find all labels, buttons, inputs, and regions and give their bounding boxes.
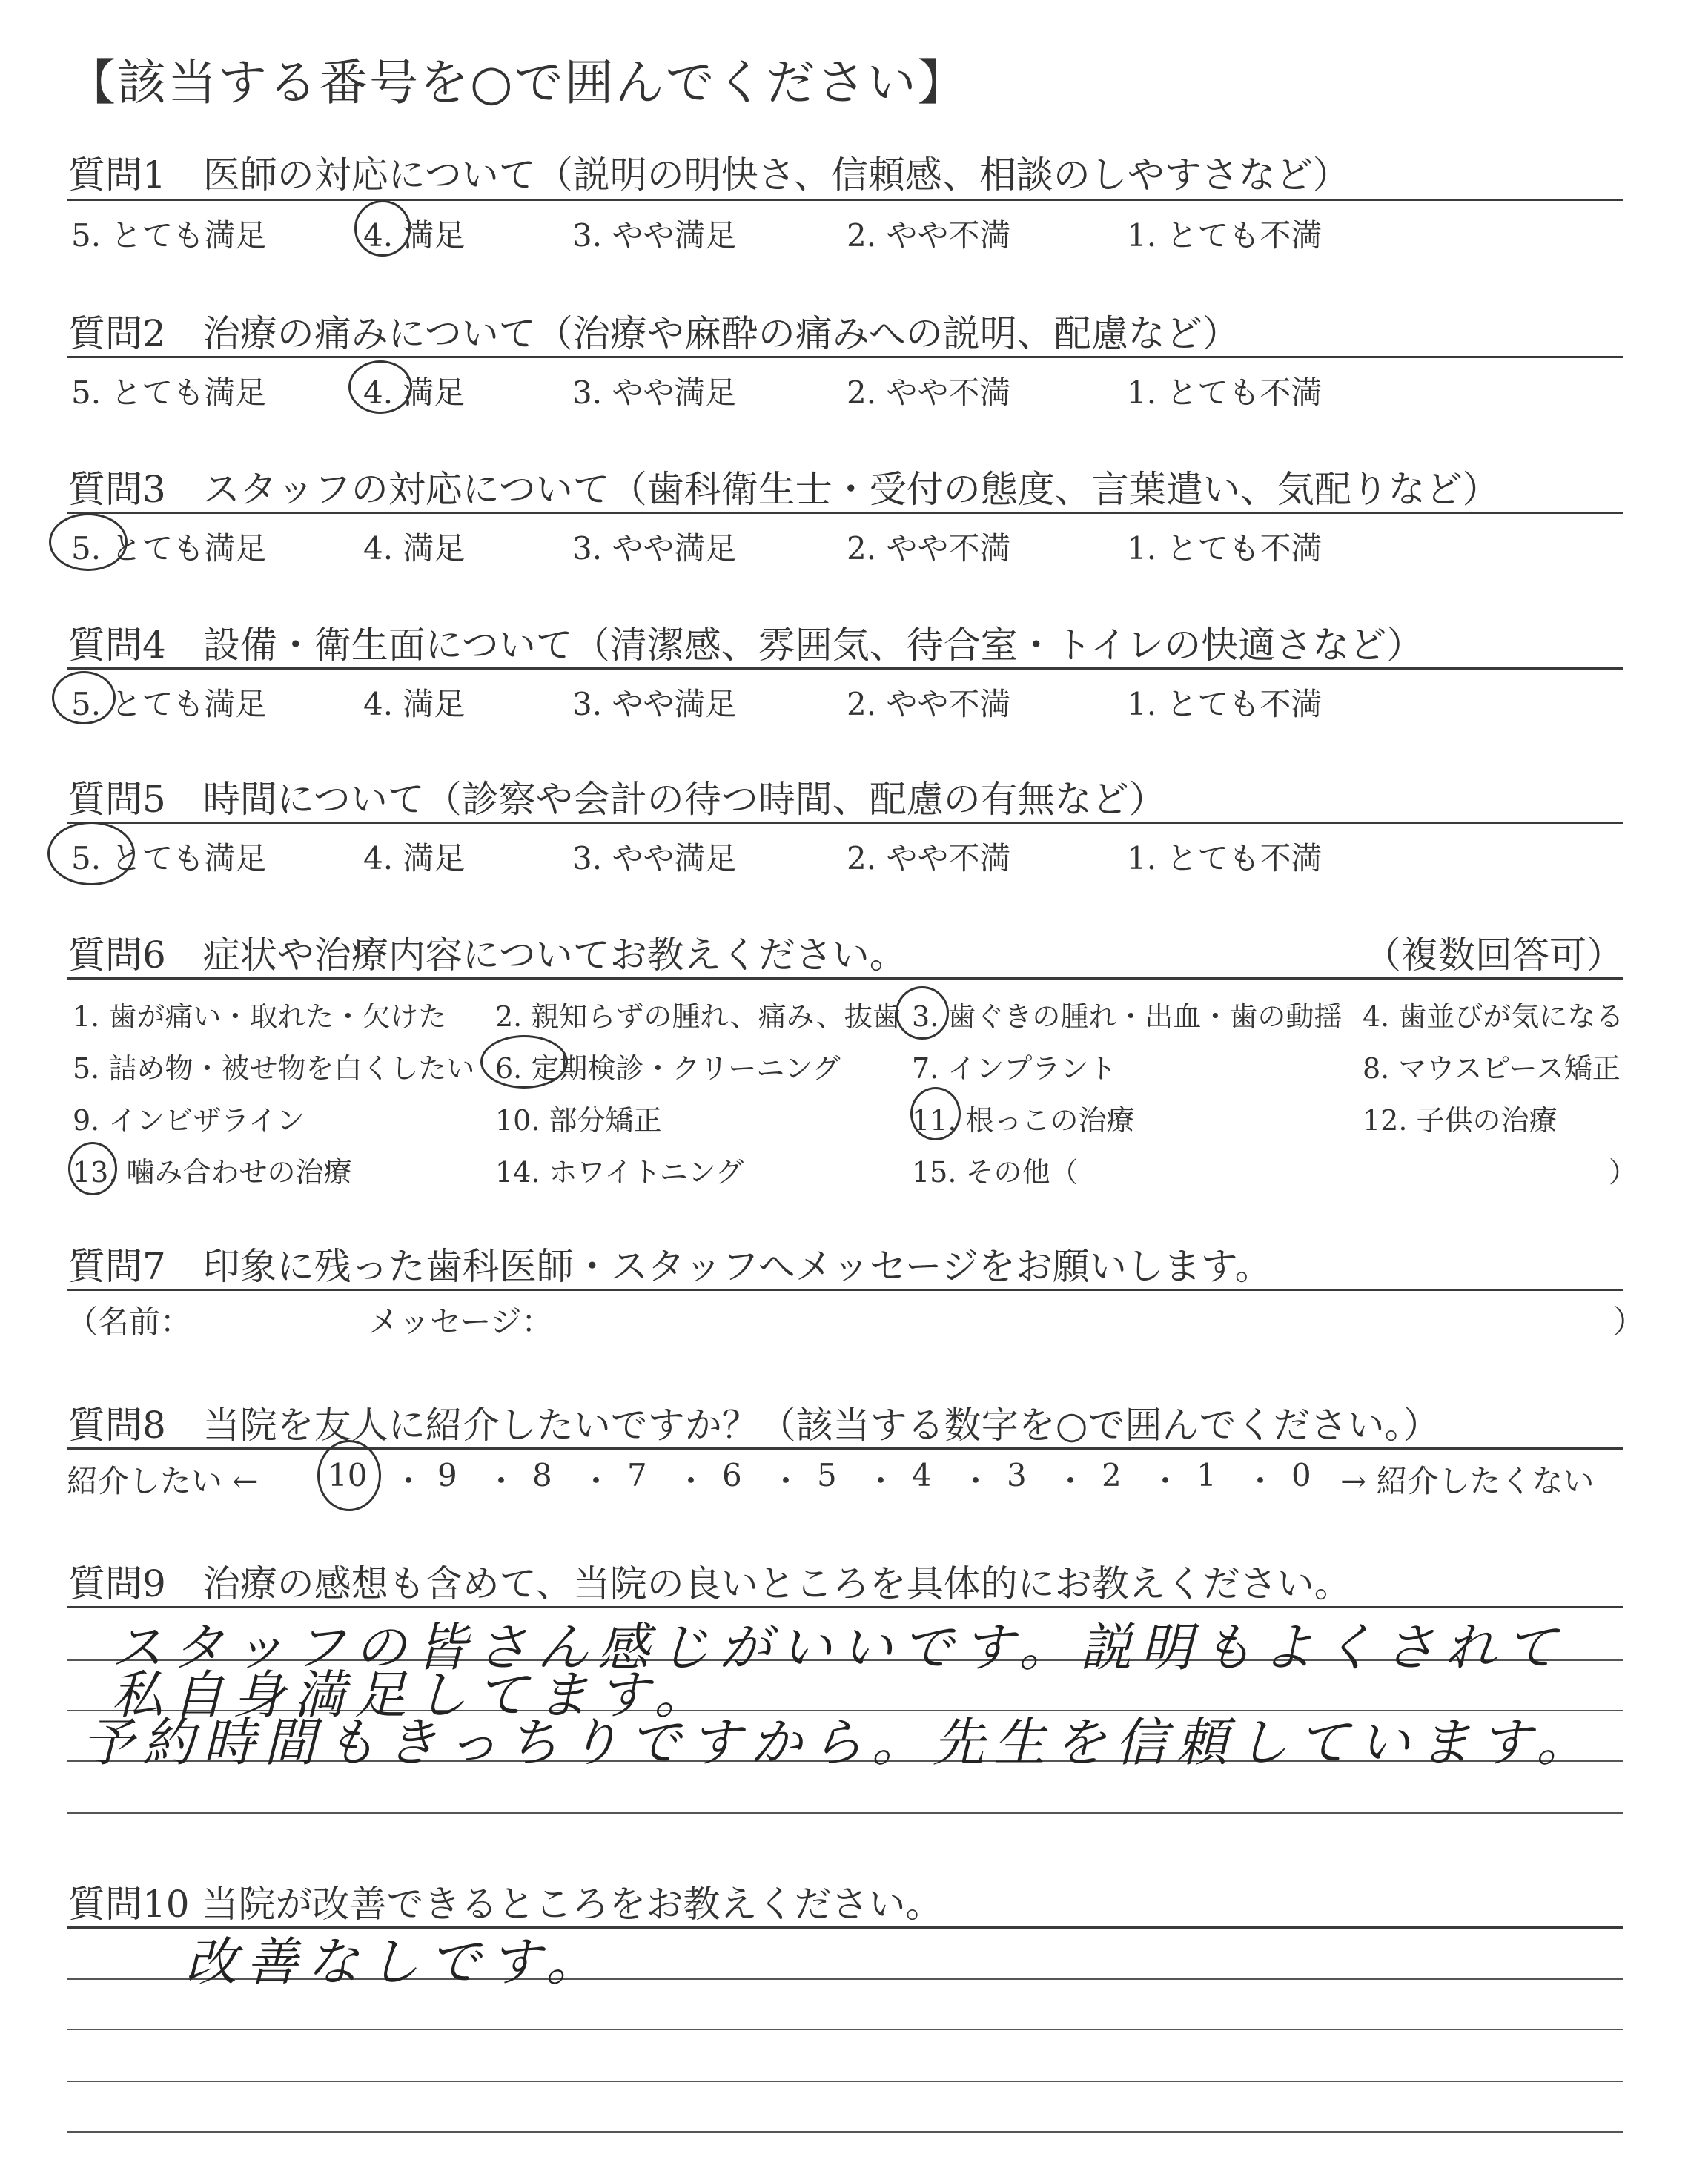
q6-multi-note: （複数回答可） (1364, 934, 1623, 977)
q6-option-3[interactable]: 3. 歯ぐきの腫れ・出血・歯の動揺 (912, 1000, 1343, 1033)
q8-scale-sep: ・ (960, 1463, 992, 1499)
q10-line-4 (67, 2081, 1623, 2082)
q6-option-10[interactable]: 10. 部分矯正 (495, 1104, 662, 1137)
q10-answer-line-1: 改善なしです。 (185, 1932, 607, 1992)
q6-title: 質問6 症状や治療内容についてお教えください。 (68, 934, 907, 977)
q8-scale-sep: ・ (1245, 1463, 1277, 1499)
q1-option-4[interactable]: 4. 満足 (363, 217, 466, 254)
q2-selection-circle (348, 360, 412, 414)
q7-divider (67, 1289, 1623, 1291)
q4-selection-circle (52, 671, 116, 724)
q1-divider (67, 199, 1623, 201)
q4-option-3[interactable]: 3. やや満足 (572, 686, 737, 722)
q8-scale-5[interactable]: 5 (817, 1457, 837, 1493)
q1-option-2[interactable]: 2. やや不満 (847, 217, 1011, 254)
q1-option-5[interactable]: 5. とても満足 (71, 217, 267, 254)
q4-option-1[interactable]: 1. とても不満 (1127, 686, 1323, 722)
form-heading: 【該当する番号を○で囲んでください】 (67, 54, 968, 111)
q1-option-3[interactable]: 3. やや満足 (572, 217, 737, 254)
q8-scale-sep: ・ (1150, 1463, 1182, 1499)
q6-option-2[interactable]: 2. 親知らずの腫れ、痛み、抜歯 (495, 1000, 901, 1033)
q4-option-4[interactable]: 4. 満足 (363, 686, 466, 722)
q3-option-3[interactable]: 3. やや満足 (572, 530, 737, 567)
q2-option-3[interactable]: 3. やや満足 (572, 374, 737, 411)
q8-scale-0[interactable]: 0 (1291, 1457, 1311, 1493)
q3-divider (67, 512, 1623, 514)
q7-title: 質問7 印象に残った歯科医師・スタッフへメッセージをお願いします。 (68, 1245, 1272, 1288)
q5-divider (67, 822, 1623, 824)
q8-scale-sep: ・ (770, 1463, 802, 1499)
q6-option-11[interactable]: 11. 根っこの治療 (912, 1104, 1135, 1137)
q10-title: 質問10 当院が改善できるところをお教えください。 (68, 1883, 943, 1926)
q5-selection-circle (47, 822, 135, 885)
q2-divider (67, 356, 1623, 358)
q6-other-close-paren: ） (1609, 1156, 1638, 1189)
q5-option-1[interactable]: 1. とても不満 (1127, 840, 1323, 876)
q6-divider (67, 977, 1623, 980)
q6-option-12[interactable]: 12. 子供の治療 (1363, 1104, 1558, 1137)
q5-title: 質問5 時間について（診察や会計の待つ時間、配慮の有無など） (68, 778, 1166, 821)
q6-option-6-circle (480, 1035, 568, 1089)
q7-close-paren: ） (1613, 1304, 1645, 1340)
q3-option-4[interactable]: 4. 満足 (363, 530, 466, 567)
q5-option-2[interactable]: 2. やや不満 (847, 840, 1011, 876)
q6-option-11-circle (910, 1087, 961, 1140)
q9-answer-line-3: 予約時間もきっちりですから。先生を信頼しています。 (82, 1712, 1598, 1773)
q2-title: 質問2 治療の痛みについて（治療や麻酔の痛みへの説明、配慮など） (68, 312, 1239, 355)
q6-option-15-other[interactable]: 15. その他（ (912, 1156, 1079, 1189)
q8-scale-sep: ・ (865, 1463, 897, 1499)
q4-option-5[interactable]: 5. とても満足 (71, 686, 267, 722)
q8-scale-10[interactable]: 10 (328, 1457, 368, 1493)
q3-selection-circle (49, 513, 128, 571)
q3-title: 質問3 スタッフの対応について（歯科衛生士・受付の態度、言葉遣い、気配りなど） (68, 468, 1500, 511)
q9-answer-line-1: スタッフの皆さん感じがいいです。説明もよくされて (111, 1617, 1566, 1678)
q8-selection-circle (317, 1440, 381, 1511)
q8-scale-sep: ・ (393, 1463, 425, 1499)
q8-title: 質問8 当院を友人に紹介したいですか？（該当する数字を○で囲んでください。） (68, 1404, 1440, 1447)
q9-line-5 (67, 1812, 1623, 1814)
q10-line-3 (67, 2029, 1623, 2030)
q6-option-13-circle (68, 1142, 117, 1195)
q8-scale-4[interactable]: 4 (912, 1457, 932, 1493)
q6-option-5[interactable]: 5. 詰め物・被せ物を白くしたい (73, 1052, 475, 1085)
q1-selection-circle (354, 200, 411, 257)
q6-option-4[interactable]: 4. 歯並びが気になる (1363, 1000, 1624, 1033)
q5-option-5[interactable]: 5. とても満足 (71, 840, 267, 876)
q6-option-14[interactable]: 14. ホワイトニング (495, 1156, 744, 1189)
q8-scale-8[interactable]: 8 (532, 1457, 552, 1493)
q9-title: 質問9 治療の感想も含めて、当院の良いところを具体的にお教えください。 (68, 1562, 1351, 1605)
q6-option-8[interactable]: 8. マウスピース矯正 (1363, 1052, 1621, 1085)
q6-option-3-circle (896, 986, 949, 1040)
q8-scale-sep: ・ (580, 1463, 612, 1499)
q6-option-13[interactable]: 13. 噛み合わせの治療 (73, 1156, 352, 1189)
q8-scale-2[interactable]: 2 (1102, 1457, 1122, 1493)
q8-scale-7[interactable]: 7 (627, 1457, 647, 1493)
q8-scale-3[interactable]: 3 (1007, 1457, 1027, 1493)
q2-option-2[interactable]: 2. やや不満 (847, 374, 1011, 411)
q9-answer-line-2: 私自身満足してます。 (111, 1665, 715, 1725)
q10-line-5 (67, 2131, 1623, 2133)
q5-option-3[interactable]: 3. やや満足 (572, 840, 737, 876)
q8-scale-sep: ・ (1055, 1463, 1087, 1499)
q1-title: 質問1 医師の対応について（説明の明快さ、信頼感、相談のしやすさなど） (68, 153, 1350, 196)
q4-title: 質問4 設備・衛生面について（清潔感、雰囲気、待合室・トイレの快適さなど） (68, 624, 1424, 667)
q6-option-7[interactable]: 7. インプラント (912, 1052, 1117, 1085)
q4-divider (67, 667, 1623, 670)
q7-name-label: （名前： (67, 1304, 192, 1340)
q8-divider (67, 1447, 1623, 1450)
q8-scale-9[interactable]: 9 (437, 1457, 457, 1493)
q3-option-2[interactable]: 2. やや不満 (847, 530, 1011, 567)
q8-scale-sep: ・ (675, 1463, 707, 1499)
q2-option-5[interactable]: 5. とても満足 (71, 374, 267, 411)
q6-option-1[interactable]: 1. 歯が痛い・取れた・欠けた (73, 1000, 447, 1033)
q6-option-9[interactable]: 9. インビザライン (73, 1104, 305, 1137)
q2-option-4[interactable]: 4. 満足 (363, 374, 466, 411)
q2-option-1[interactable]: 1. とても不満 (1127, 374, 1323, 411)
q4-option-2[interactable]: 2. やや不満 (847, 686, 1011, 722)
q8-right-label: → 紹介したくない (1340, 1463, 1595, 1499)
q8-scale-1[interactable]: 1 (1196, 1457, 1217, 1493)
q3-option-5[interactable]: 5. とても満足 (71, 530, 267, 567)
q8-scale-6[interactable]: 6 (722, 1457, 742, 1493)
q8-scale-sep: ・ (486, 1463, 517, 1499)
q3-option-1[interactable]: 1. とても不満 (1127, 530, 1323, 567)
q6-option-6[interactable]: 6. 定期検診・クリーニング (495, 1052, 841, 1085)
q8-left-label: 紹介したい ← (67, 1463, 259, 1499)
q5-option-4[interactable]: 4. 満足 (363, 840, 466, 876)
q7-message-label: メッセージ： (368, 1304, 553, 1340)
q1-option-1[interactable]: 1. とても不満 (1127, 217, 1323, 254)
